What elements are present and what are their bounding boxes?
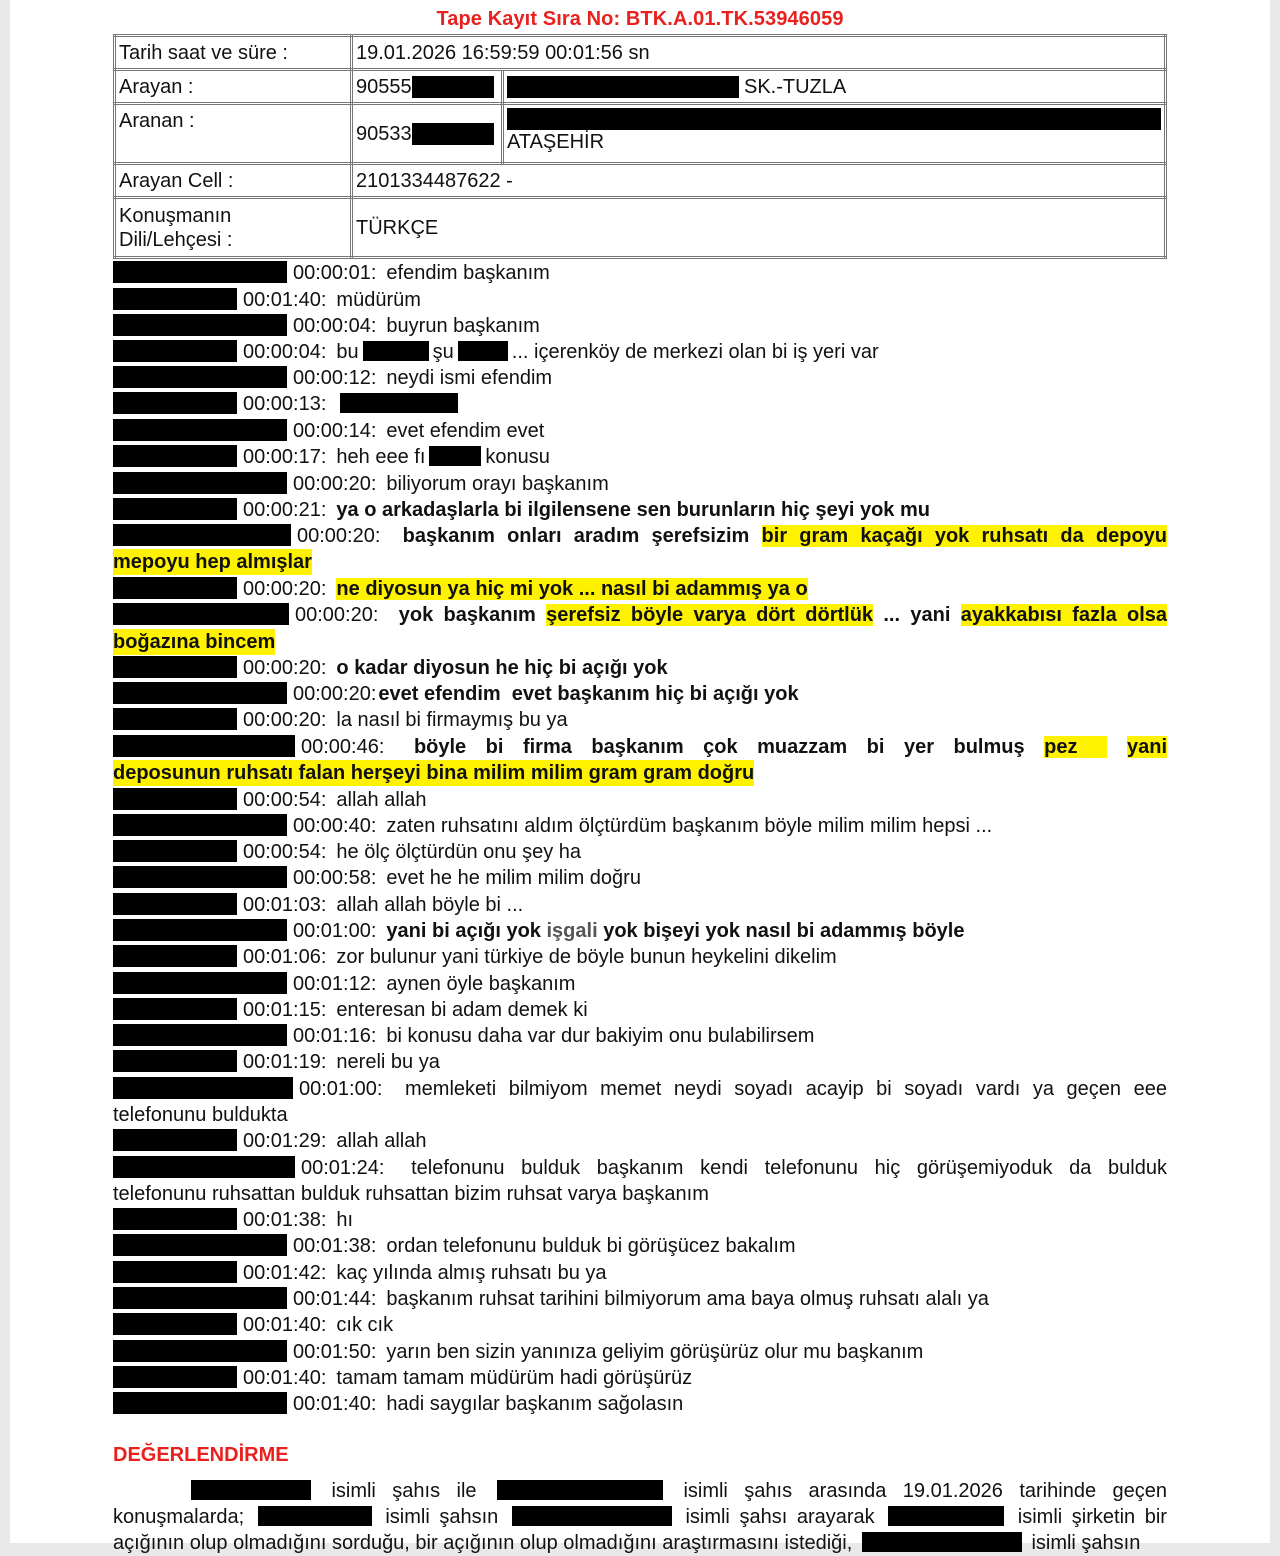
utterance: ordan telefonunu bulduk bi görüşücez bakalım [386, 1235, 796, 1257]
evaluation-text: isimli şahıs arasında 19.01.2026 tarihinde geçen [683, 1480, 1167, 1502]
caller-address: SK.-TUZLA [744, 75, 847, 98]
timestamp: 00:00:01: [293, 262, 377, 284]
inline-redaction [888, 1506, 1004, 1526]
timestamp: 00:00:46: [301, 736, 385, 758]
transcript-line [113, 313, 1167, 339]
timestamp: 00:00:13: [243, 393, 327, 415]
transcript-line [113, 839, 1167, 865]
transcript-line [113, 1207, 1167, 1233]
transcript-line [113, 391, 1167, 417]
transcript-line [113, 1155, 1167, 1181]
evaluation-text: konuşmalarda; [113, 1506, 245, 1528]
speaker-redaction [113, 1024, 287, 1046]
transcript-line [113, 1260, 1167, 1286]
transcript-line [113, 418, 1167, 444]
language-label-line-2: Dili/Lehçesi : [119, 228, 233, 251]
callee-address-redaction [507, 108, 1161, 130]
date-value: 19.01.2026 16:59:59 00:01:56 sn [352, 36, 1166, 70]
caller-label: Arayan : [115, 70, 352, 104]
callee-number: 90533 [356, 122, 412, 145]
timestamp: 00:00:21: [243, 499, 327, 521]
timestamp: 00:01:44: [293, 1288, 377, 1310]
utterance: zor bulunur yani türkiye de böyle bunun heykelini dikelim [336, 946, 837, 968]
transcript-line [113, 287, 1167, 313]
timestamp: 00:00:20: [243, 709, 327, 731]
speaker-redaction [113, 603, 289, 625]
utterance: allah allah [336, 1130, 427, 1152]
utterance-part: yani bi açığı yok [386, 920, 541, 942]
timestamp: 00:00:14: [293, 420, 377, 442]
evaluation-text: açığının olup olmadığını sorduğu, bir açığının olup olmadığını araştırmasını istediği, [113, 1532, 853, 1554]
utterance-part: böyle bi firma başkanım çok muazzam bi yer bulmuş [413, 736, 1025, 758]
caller-number-redaction [412, 76, 494, 98]
timestamp: 00:01:19: [243, 1051, 327, 1073]
evaluation-text: isimli şahıs ile [331, 1480, 477, 1502]
speaker-redaction [113, 919, 287, 941]
utterance: neydi ismi efendim [386, 367, 553, 389]
transcript-line [113, 681, 1167, 707]
speaker-redaction [113, 1392, 287, 1414]
utterance-part: ... içerenköy de merkezi olan bi iş yeri var [511, 341, 879, 363]
speaker-redaction [113, 340, 237, 362]
speaker-redaction [113, 1287, 287, 1309]
timestamp: 00:00:20: [295, 604, 379, 626]
transcript-line [113, 944, 1167, 970]
transcript-line [113, 602, 1167, 628]
utterance-part: işgali [546, 920, 598, 942]
timestamp: 00:00:12: [293, 367, 377, 389]
speaker-redaction [113, 288, 237, 310]
timestamp: 00:01:42: [243, 1262, 327, 1284]
utterance: allah allah böyle bi ... [336, 894, 524, 916]
timestamp: 00:00:54: [243, 841, 327, 863]
speaker-redaction [113, 893, 237, 915]
utterance-part: ... yani [883, 604, 951, 626]
caller-address-redaction [507, 76, 739, 98]
speaker-redaction [113, 524, 291, 546]
inline-redaction [862, 1532, 1022, 1552]
utterance: la nasıl bi firmaymış bu ya [336, 709, 568, 731]
caller-number-cell [352, 70, 503, 104]
utterance: başkanım ruhsat tarihini bilmiyorum ama baya olmuş ruhsatı alalı ya [386, 1288, 989, 1310]
inline-redaction [497, 1480, 663, 1500]
speaker-redaction [113, 682, 287, 704]
transcript-line [113, 971, 1167, 997]
speaker-redaction [113, 1261, 237, 1283]
speaker-redaction [113, 866, 287, 888]
utterance-part: heh eee fı [336, 446, 426, 468]
speaker-redaction [113, 577, 237, 599]
utterance-part: yok bişeyi yok nasıl bi adammış böyle [603, 920, 965, 942]
speaker-redaction [113, 1313, 237, 1335]
timestamp: 00:00:20: [243, 578, 327, 600]
highlighted-utterance: şerefsiz böyle varya dört dörtlük [546, 604, 874, 626]
evaluation-line-3 [113, 1530, 1167, 1556]
utterance: efendim başkanım [386, 262, 550, 284]
transcript-line [113, 497, 1167, 523]
transcript-line [113, 1339, 1167, 1365]
timestamp: 00:01:12: [293, 973, 377, 995]
transcript-line [113, 1233, 1167, 1259]
evaluation-heading: DEĞERLENDİRME [113, 1444, 289, 1466]
transcript-line [113, 1076, 1167, 1102]
utterance: buyrun başkanım [386, 315, 540, 337]
transcript-line [113, 655, 1167, 681]
highlighted-utterance: ayakkabısı fazla olsa [960, 604, 1168, 626]
utterance: hı [336, 1209, 354, 1231]
transcript-continuation: boğazına bincem [113, 631, 276, 653]
speaker-redaction [113, 735, 295, 757]
utterance: he ölç ölçtürdün onu şey ha [336, 841, 582, 863]
evaluation-text: isimli şahsın [1031, 1532, 1141, 1554]
timestamp: 00:00:04: [243, 341, 327, 363]
timestamp: 00:01:15: [243, 999, 327, 1021]
utterance: müdürüm [336, 289, 421, 311]
transcript-line [113, 523, 1167, 549]
timestamp: 00:00:58: [293, 867, 377, 889]
timestamp: 00:01:16: [293, 1025, 377, 1047]
speaker-redaction [113, 1208, 237, 1230]
transcript-line [113, 813, 1167, 839]
evaluation-text: isimli şahsın [385, 1506, 499, 1528]
transcript-line [113, 576, 1167, 602]
transcript-line [113, 444, 1167, 470]
timestamp: 00:01:38: [293, 1235, 377, 1257]
timestamp: 00:01:06: [243, 946, 327, 968]
speaker-redaction [113, 656, 237, 678]
callee-label: Aranan : [115, 104, 352, 164]
cell-value: 2101334487622 - [352, 164, 1166, 198]
utterance-part: bu [336, 341, 359, 363]
timestamp: 00:00:20: [297, 525, 381, 547]
utterance: yarın ben sizin yanınıza geliyim görüşürüz olur mu başkanım [386, 1341, 924, 1363]
transcript-continuation: telefonunu ruhsattan bulduk ruhsattan bizim ruhsat varya başkanım [113, 1183, 709, 1205]
utterance: nereli bu ya [336, 1051, 440, 1073]
callee-number-redaction [412, 123, 494, 145]
transcript-line [113, 787, 1167, 813]
transcript-line [113, 1391, 1167, 1417]
speaker-redaction [113, 788, 237, 810]
inline-redaction [258, 1506, 372, 1526]
transcript-line [113, 339, 1167, 365]
inline-redaction [429, 446, 481, 466]
utterance: memleketi bilmiyom memet neydi soyadı acayip bi soyadı vardı ya geçen eee [405, 1078, 1167, 1100]
utterance: evet efendim evet başkanım hiç bi açığı yok [378, 683, 799, 705]
transcript-line [113, 865, 1167, 891]
transcript-continuation: mepoyu hep almışlar [113, 551, 312, 573]
transcript-continuation: deposunun ruhsatı falan herşeyi bina milim milim gram gram doğru [113, 762, 755, 784]
highlighted-utterance: ne diyosun ya hiç mi yok ... nasıl bi adammış ya o [336, 578, 808, 600]
speaker-redaction [113, 392, 237, 414]
transcript-line [113, 1049, 1167, 1075]
timestamp: 00:00:17: [243, 446, 327, 468]
highlighted-utterance: yani [1126, 736, 1168, 758]
transcript-line [113, 892, 1167, 918]
evaluation-line-1 [113, 1478, 1167, 1504]
utterance: kaç yılında almış ruhsatı bu ya [336, 1262, 607, 1284]
timestamp: 00:01:00: [293, 920, 377, 942]
speaker-redaction [113, 1366, 237, 1388]
language-label-cell [115, 198, 352, 258]
transcript-line [113, 1023, 1167, 1049]
utterance-part: şu [432, 341, 454, 363]
timestamp: 00:01:38: [243, 1209, 327, 1231]
utterance: biliyorum orayı başkanım [386, 473, 609, 495]
inline-redaction [191, 1480, 311, 1500]
speaker-redaction [113, 472, 287, 494]
speaker-redaction [113, 814, 287, 836]
inline-redaction [340, 393, 458, 413]
transcript-line [113, 1128, 1167, 1154]
speaker-redaction [113, 1077, 293, 1099]
speaker-redaction [113, 708, 237, 730]
speaker-redaction [113, 261, 287, 283]
transcript-line [113, 997, 1167, 1023]
evaluation-text: isimli şirketin bir [1017, 1506, 1167, 1528]
timestamp: 00:00:04: [293, 315, 377, 337]
transcript-line [113, 707, 1167, 733]
utterance: evet efendim evet [386, 420, 545, 442]
timestamp: 00:01:40: [243, 1314, 327, 1336]
timestamp: 00:01:40: [243, 289, 327, 311]
timestamp: 00:01:29: [243, 1130, 327, 1152]
speaker-redaction [113, 840, 237, 862]
utterance: enteresan bi adam demek ki [336, 999, 588, 1021]
utterance: ya o arkadaşlarla bi ilgilensene sen burunların hiç şeyi yok mu [336, 499, 930, 521]
speaker-redaction [113, 972, 287, 994]
utterance: allah allah [336, 789, 427, 811]
inline-redaction [363, 341, 429, 361]
date-label: Tarih saat ve süre : [115, 36, 352, 70]
utterance: hadi saygılar başkanım sağolasın [386, 1393, 684, 1415]
speaker-redaction [113, 1050, 237, 1072]
speaker-redaction [113, 1156, 295, 1178]
timestamp: 00:01:03: [243, 894, 327, 916]
utterance: aynen öyle başkanım [386, 973, 576, 995]
caller-number: 90555 [356, 75, 412, 98]
timestamp: 00:01:24: [301, 1157, 385, 1179]
utterance: tamam tamam müdürüm hadi görüşürüz [336, 1367, 693, 1389]
speaker-redaction [113, 1340, 287, 1362]
speaker-redaction [113, 1234, 287, 1256]
speaker-redaction [113, 1129, 237, 1151]
language-value: TÜRKÇE [352, 198, 1166, 258]
timestamp: 00:00:40: [293, 815, 377, 837]
language-label-line-1: Konuşmanın [119, 204, 232, 227]
transcript-line [113, 260, 1167, 286]
utterance-part: yok başkanım [398, 604, 536, 626]
transcript-line [113, 1312, 1167, 1338]
speaker-redaction [113, 314, 287, 336]
transcript-line [113, 471, 1167, 497]
speaker-redaction [113, 366, 287, 388]
transcript-line [113, 365, 1167, 391]
highlighted-utterance: pez [1044, 736, 1107, 758]
timestamp: 00:01:50: [293, 1341, 377, 1363]
speaker-redaction [113, 498, 237, 520]
inline-redaction [458, 341, 508, 361]
inline-redaction [512, 1506, 672, 1526]
speaker-redaction [113, 945, 237, 967]
caller-address-cell [503, 70, 1166, 104]
transcript-line [113, 1365, 1167, 1391]
timestamp: 00:00:54: [243, 789, 327, 811]
utterance-part: başkanım onları aradım şerefsizim [402, 525, 750, 547]
speaker-redaction [113, 998, 237, 1020]
evaluation-text: isimli şahsı arayarak [685, 1506, 875, 1528]
utterance: telefonunu bulduk başkanım kendi telefonunu hiç görüşemiyoduk da bulduk [411, 1157, 1167, 1179]
timestamp: 00:00:20: [243, 657, 327, 679]
callee-address-cell [503, 104, 1166, 164]
transcript-continuation: telefonunu buldukta [113, 1104, 288, 1126]
callee-number-cell [352, 104, 503, 164]
timestamp: 00:00:20: [293, 683, 377, 705]
callee-address: ATAŞEHİR [507, 131, 605, 153]
timestamp: 00:00:20: [293, 473, 377, 495]
utterance: bi konusu daha var dur bakiyim onu bulabilirsem [386, 1025, 815, 1047]
evaluation-line-2 [113, 1504, 1167, 1530]
speaker-redaction [113, 445, 237, 467]
transcript-line [113, 918, 1167, 944]
cell-label: Arayan Cell : [115, 164, 352, 198]
transcript-line [113, 1286, 1167, 1312]
call-info-table [113, 34, 1167, 259]
transcript-line [113, 734, 1167, 760]
document-title: Tape Kayıt Sıra No: BTK.A.01.TK.53946059 [436, 8, 844, 30]
utterance: zaten ruhsatını aldım ölçtürdüm başkanım böyle milim milim hepsi ... [386, 815, 993, 837]
utterance: o kadar diyosun he hiç bi açığı yok [336, 657, 668, 679]
utterance: cık cık [336, 1314, 394, 1336]
utterance: evet he he milim milim doğru [386, 867, 641, 889]
utterance-part: konusu [485, 446, 550, 468]
speaker-redaction [113, 419, 287, 441]
timestamp: 00:01:40: [243, 1367, 327, 1389]
timestamp: 00:01:40: [293, 1393, 377, 1415]
timestamp: 00:01:00: [299, 1078, 383, 1100]
highlighted-utterance: bir gram kaçağı yok ruhsatı da depoyu [761, 525, 1168, 547]
